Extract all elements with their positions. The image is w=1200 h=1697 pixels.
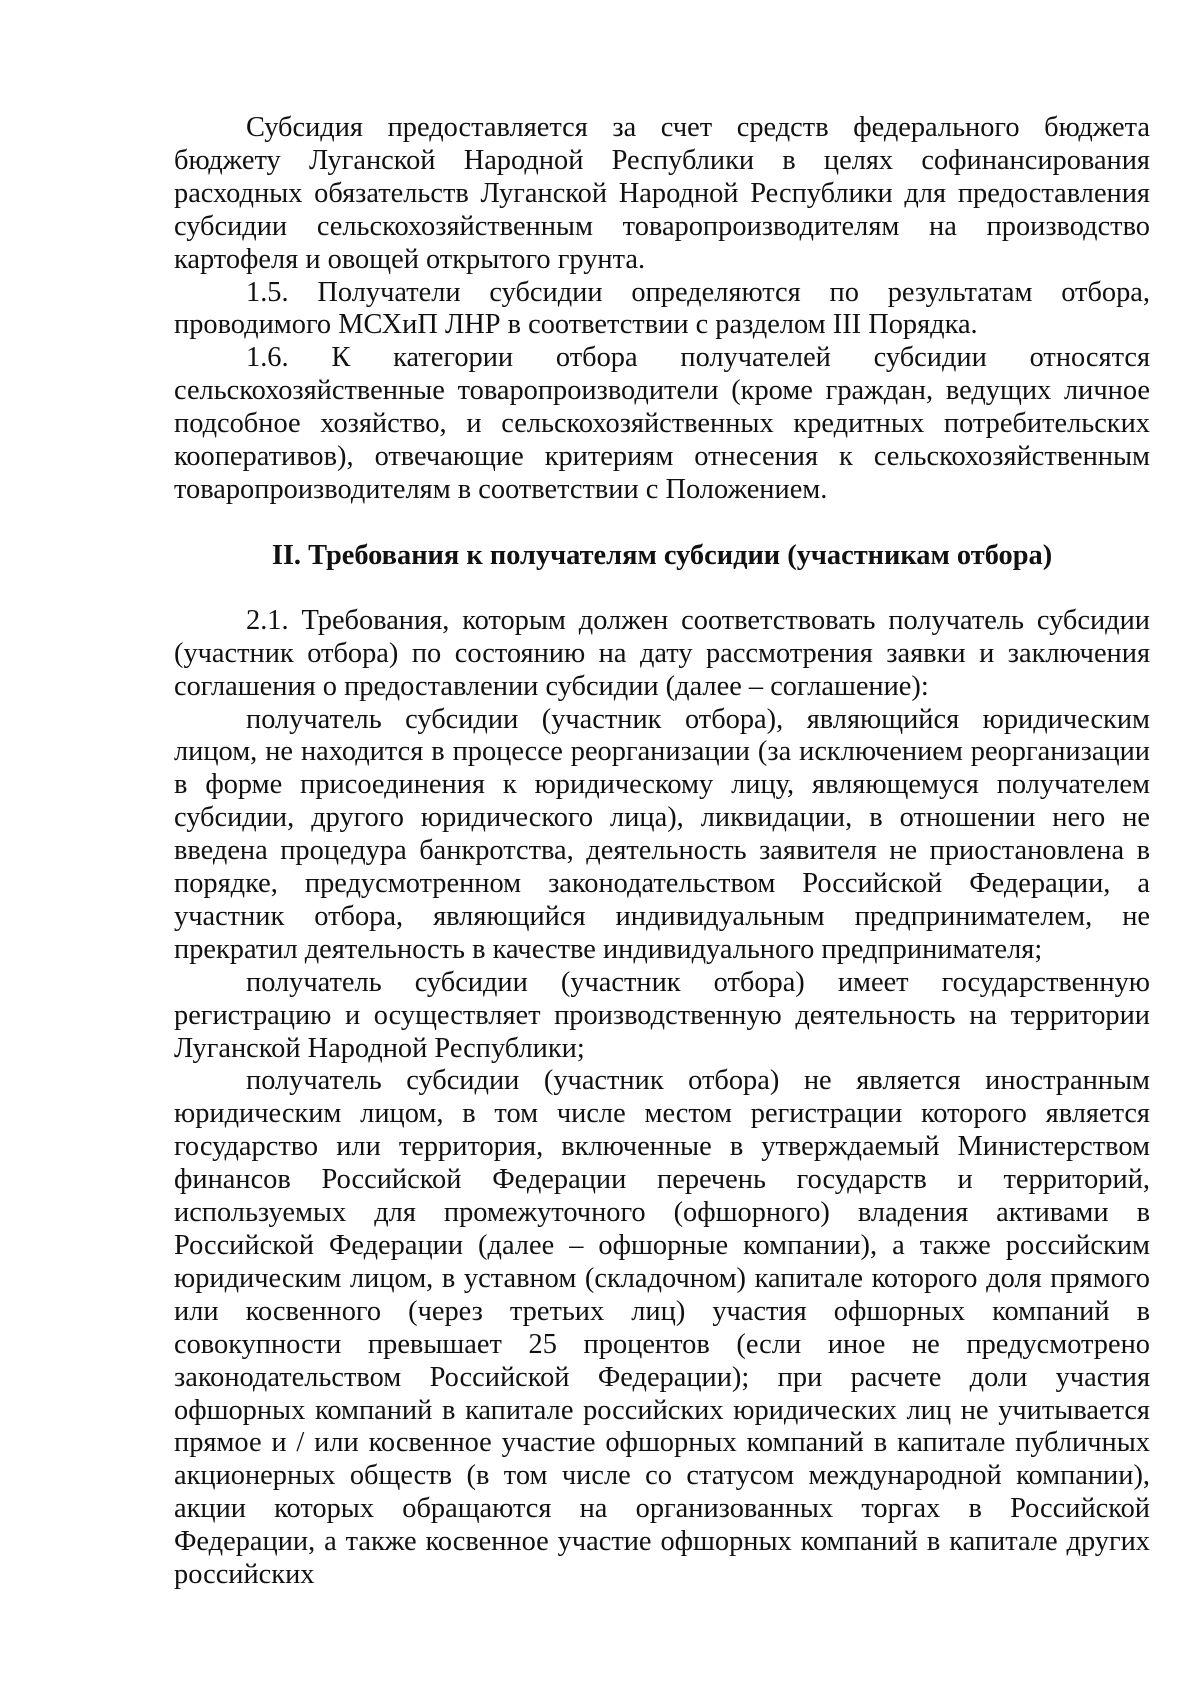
- paragraph-1-6: 1.6. К категории отбора получателей субсидии относятся сельскохозяйственные товаропроизводители (кроме граждан, ведущих личное подсобное хозяйство, и сельскохозяйственных кредитных потребительских кооперативов), отвечающие критериям отнесения к сельскохозяйственным товаропроизводителям в соответствии с Положением.: [174, 342, 1150, 505]
- paragraph-1-5: 1.5. Получатели субсидии определяются по результатам отбора, проводимого МСХиП ЛНР в соответствии с разделом III Порядка.: [174, 276, 1150, 341]
- paragraph-2-1: 2.1. Требования, которым должен соответствовать получатель субсидии (участник отбора) по состоянию на дату рассмотрения заявки и заключения соглашения о предоставлении субсидии (далее – соглашение):: [174, 604, 1150, 702]
- paragraph-subsidy-source: Субсидия предоставляется за счет средств федерального бюджета бюджету Луганской Народной Республики в целях софинансирования расходных обязательств Луганской Народной Республики для предоставления субсидии сельскохозяйственным товаропроизводителям на производство картофеля и овощей открытого грунта.: [174, 112, 1150, 275]
- document-body: [174, 112, 1150, 1592]
- paragraph-requirement-reorganization: получатель субсидии (участник отбора), являющийся юридическим лицом, не находится в процессе реорганизации (за исключением реорганизации в форме присоединения к юридическому лицу, являющемуся получателем субсидии, другого юридического лица), ликвидации, в отношении него не введена процедура банкротства, деятельность заявителя не приостановлена в порядке, предусмотренном законодательством Российской Федерации, а участник отбора, являющийся индивидуальным предпринимателем, не прекратил деятельность в качестве индивидуального предпринимателя;: [174, 703, 1150, 965]
- paragraph-requirement-offshore: получатель субсидии (участник отбора) не является иностранным юридическим лицом, в том числе местом регистрации которого является государство или территория, включенные в утверждаемый Министерством финансов Российской Федерации перечень государств и территорий, используемых для промежуточного (офшорного) владения активами в Российской Федерации (далее – офшорные компании), а также российским юридическим лицом, в уставном (складочном) капитале которого доля прямого или косвенного (через третьих лиц) участия офшорных компаний в совокупности превышает 25 процентов (если иное не предусмотрено законодательством Российской Федерации); при расчете доли участия офшорных компаний в капитале российских юридических лиц не учитывается прямое и / или косвенное участие офшорных компаний в капитале публичных акционерных обществ (в том числе со статусом международной компании), акции которых обращаются на организованных торгах в Российской Федерации, а также косвенное участие офшорных компаний в капитале других российских: [174, 1065, 1150, 1591]
- paragraph-requirement-registration: получатель субсидии (участник отбора) имеет государственную регистрацию и осуществляет производственную деятельность на территории Луганской Народной Республики;: [174, 966, 1150, 1064]
- section-heading: II. Требования к получателям субсидии (участникам отбора): [271, 539, 1053, 571]
